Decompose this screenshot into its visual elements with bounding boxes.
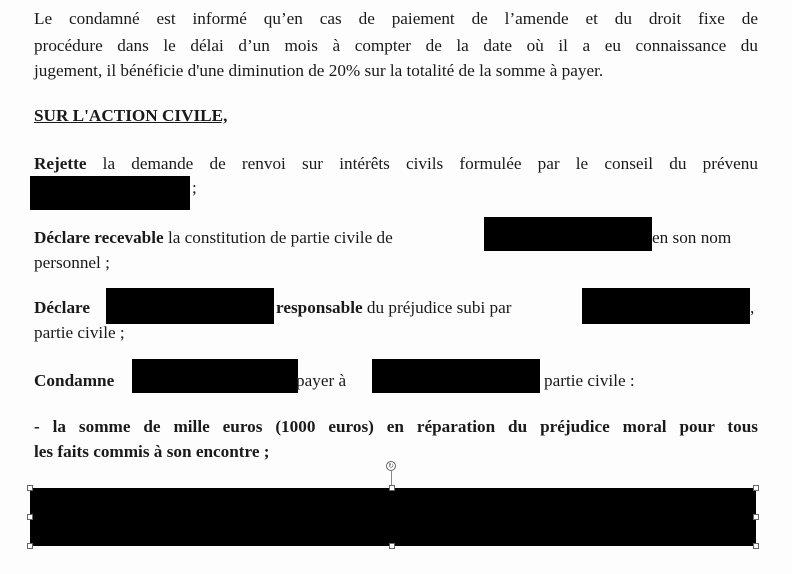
rotate-handle-icon[interactable]: ↻ [386,461,396,471]
condamne-keyword: Condamne [34,371,115,390]
responsable-text: du préjudice subi par [362,298,512,317]
declare-recevable-end: en son nom [652,228,732,247]
declare-keyword: Déclare [34,298,90,317]
redaction-block [372,359,540,393]
somme-line: - la somme de mille euros (1000 euros) en réparation du préjudice moral pour tous [34,417,758,436]
selected-redaction-shape[interactable] [30,488,756,546]
rejette-text: la demande de renvoi sur intérêts civils formulée par le conseil du prévenu [86,154,758,173]
responsable-keyword: responsable [276,298,363,317]
redaction-block [106,288,274,324]
redaction-block [132,359,298,393]
resize-handle-right[interactable] [753,514,759,520]
redaction-block [484,217,652,251]
paragraph-line: Le condamné est informé qu’en cas de paiement de l’amende et du droit fixe de [34,9,758,28]
rejette-keyword: Rejette [34,154,87,173]
resize-handle-top-left[interactable] [27,485,33,491]
paragraph-line: personnel ; [34,253,110,272]
resize-handle-bottom[interactable] [389,543,395,549]
responsable-end: , [750,298,755,317]
rejette-end: ; [192,178,197,197]
rejette-line [34,154,758,174]
redaction-block [30,176,190,210]
resize-handle-left[interactable] [27,514,33,520]
condamne-end: partie civile : [544,371,635,390]
declare-recevable-text: la constitution de partie civile de [163,228,393,247]
paragraph-line: jugement, il bénéficie d'une diminution de 20% sur la totalité de la somme à payer. [34,61,604,80]
resize-handle-bottom-right[interactable] [753,543,759,549]
resize-handle-top[interactable] [389,485,395,491]
paragraph-line: partie civile ; [34,323,125,342]
resize-handle-bottom-left[interactable] [27,543,33,549]
resize-handle-top-right[interactable] [753,485,759,491]
declare-recevable-keyword: Déclare recevable [34,228,164,247]
redaction-block [582,288,750,324]
condamne-text: payer à [296,371,347,390]
paragraph-line: procédure dans le délai d’un mois à compter de la date où il a eu connaissance du [34,36,758,55]
section-heading: SUR L'ACTION CIVILE, [34,106,228,125]
somme-line: les faits commis à son encontre ; [34,442,270,461]
responsable-line [276,298,586,318]
